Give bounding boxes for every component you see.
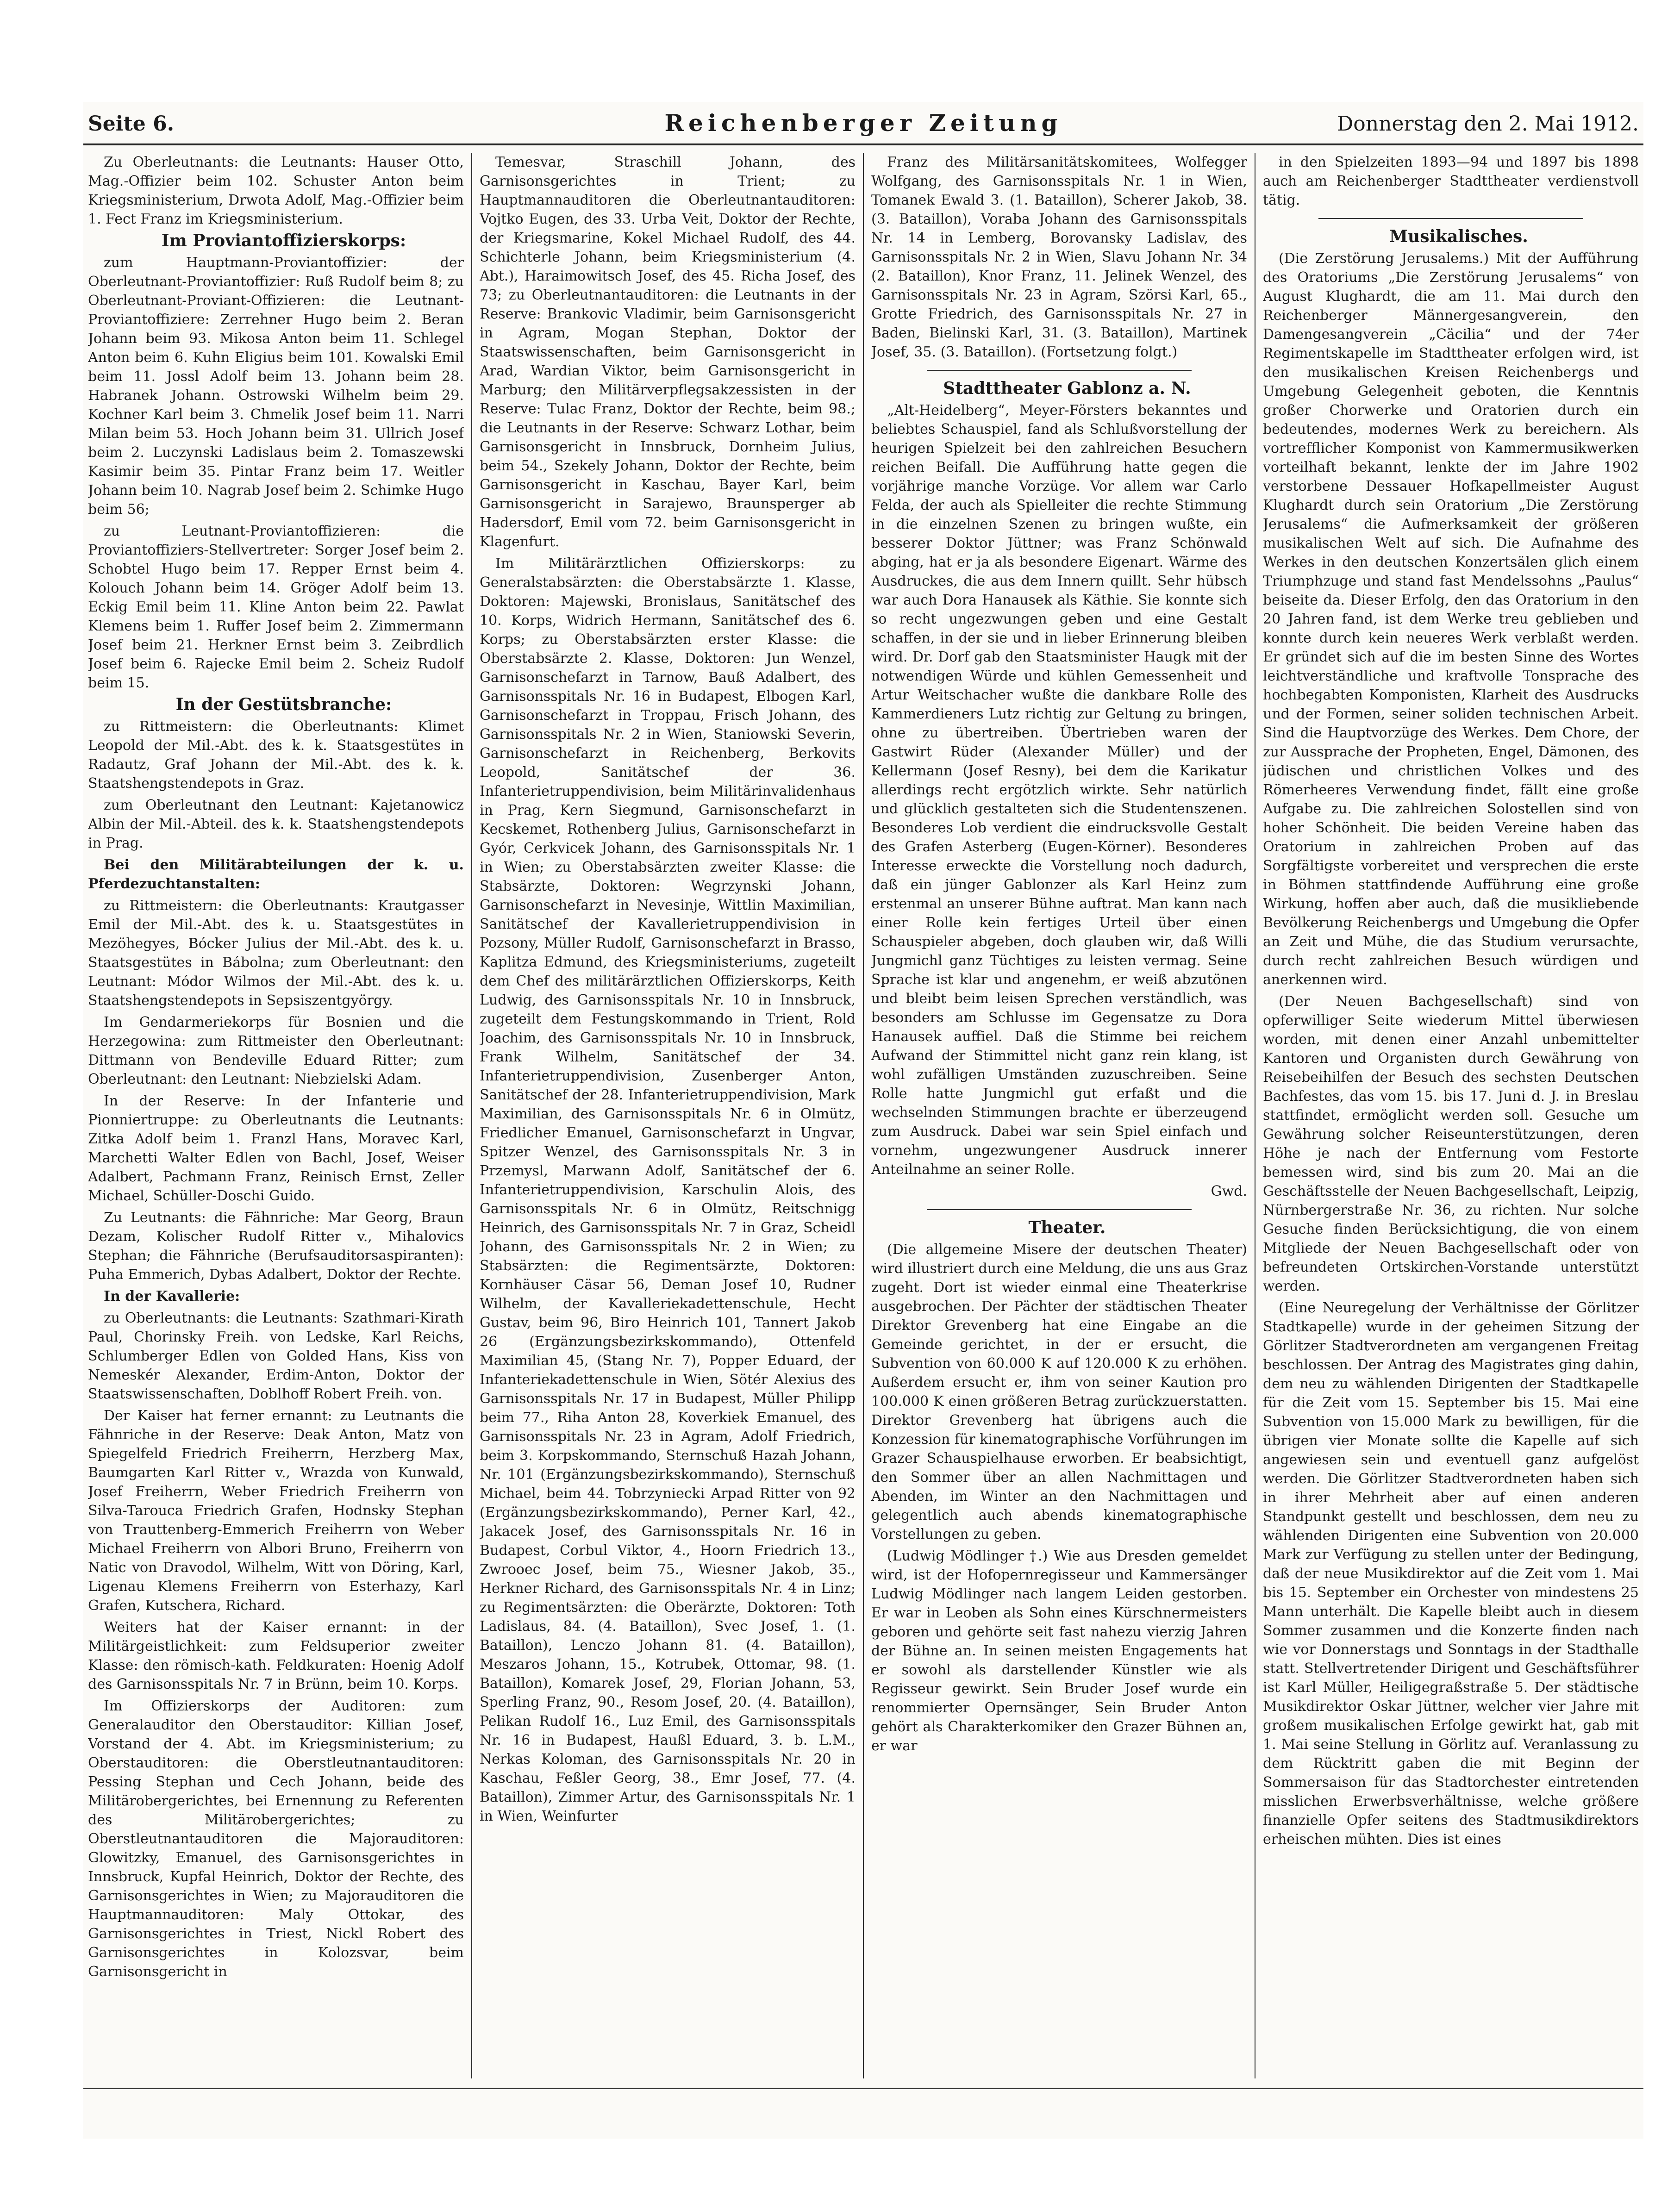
paragraph: Zu Oberleutnants: die Leutnants: Hauser Otto, Mag.-Offizier beim 102. Schuster Anton beim Kriegsministerium, Drwota Adolf, Mag.-Offizier beim 1. Fect Franz im Kriegsministerium. <box>88 154 464 227</box>
paragraph: (Ludwig Mödlinger †.) Wie aus Dresden gemeldet wird, ist der Hofopernregisseur und Kammersänger Ludwig Mödlinger nach langem Leiden gestorben. Er war in Leoben als Sohn eines Kürschnermeisters geboren und gehörte seit fast nahezu vierzig Jahren der Bühne an. In seinen meisten Engagements hat er sowohl als darstellender Künstler wie als Regisseur gewirkt. Sein Bruder Josef wurde ein renommierter Opernsänger, Sein Bruder Anton gehört als Charakterkomiker den Grazer Bühnen an, er war <box>871 1548 1247 1754</box>
paragraph: zu Rittmeistern: die Oberleutnants: Krautgasser Emil der Mil.-Abt. des k. u. Staatsgestütes in Mezöhegyes, Bócker Julius der Mil.-Abt. des k. u. Staatsgestütes in Bábolna; zum Oberleutnant: den Leutnant: Módor Wilmos der Mil.-Abt. des k. u. Staatshengstendepots in Sepsiszentgyörgy. <box>88 898 464 1009</box>
article-heading-theater: Theater. <box>1028 1218 1106 1237</box>
paragraph: (Der Neuen Bachgesellschaft) sind von opferwilliger Seite wiederum Mittel überwiesen worden, mit denen einer Anzahl unbemittelter Kantoren und Organisten durch Gewährung von Reisebeihilfen der Besuch des sechsten Deutschen Bachfestes, das vom 15. bis 17. Juni d. J. in Breslau stattfindet, ermöglicht werden soll. Gesuche um Gewährung solcher Reiseunterstützungen, deren Höhe je nach der Entfernung vom Festorte bemessen wird, sind bis zum 20. Mai an die Geschäftsstelle der Neuen Bachgesellschaft, Leipzig, Nürnbergerstraße Nr. 36, zu richten. Nur solche Gesuche finden Berücksichtigung, die von einem Mitgliede der Neuen Bachgesellschaft oder von befreundeten Ortskirchen-Vorstande unterstützt werden. <box>1263 993 1639 1294</box>
paragraph: In der Reserve: In der Infanterie und Pionniertruppe: zu Oberleutnants die Leutnants: Zitka Adolf beim 1. Franzl Hans, Moravec Karl, Marchetti Walter Edlen von Bachl, Josef, Weiser Adalbert, Pachmann Franz, Reinisch Ernst, Zeller Michael, Schüller-Doschi Guido. <box>88 1093 464 1204</box>
paragraph: (Die allgemeine Misere der deutschen Theater) wird illustriert durch eine Meldung, die uns aus Graz zugeht. Dort ist wieder einmal eine Theaterkrise ausgebrochen. Der Pächter der städtischen Theater Direktor Grevenberg hat eine Eingabe an die Gemeinde gerichtet, in der er ersucht, die Subvention von 60.000 K auf 120.000 K zu erhöhen. Außerdem ersucht er, ihm von seiner Kaution pro 100.000 K einen größeren Betrag zurückzuerstatten. Direktor Grevenberg hat übrigens auch die Konzession für kinematographische Vorführungen im Grazer Schauspielhause erworben. Er beabsichtigt, den Sommer über an allen Nachmittagen und Abenden, im Winter an den Nachmittagen und gelegentlich auch abends kinematographische Vorstellungen zu geben. <box>871 1242 1247 1542</box>
paragraph: Zu Leutnants: die Fähnriche: Mar Georg, Braun Dezam, Kolischer Rudolf Ritter v., Mihalovics Stephan; die Fähnriche (Berufsauditorsaspiranten): Puha Emmerich, Dybas Adalbert, Doktor der Rechte. <box>88 1210 464 1283</box>
paragraph: Im Gendarmeriekorps für Bosnien und die Herzegowina: zum Rittmeister den Oberleutnant: Dittmann von Bendeville Eduard Ritter; zum Oberleutnant: den Leutnant: Niebzielski Adam. <box>88 1014 464 1087</box>
article-heading-music: Musikalisches. <box>1389 227 1528 246</box>
paragraph: Franz des Militärsanitätskomitees, Wolfegger Wolfgang, des Garnisonsspitals Nr. 1 in Wien, Tomanek Ewald 3. (1. Bataillon), Scherer Jakob, 38. (3. Bataillon), Voraba Johann des Garnisonsspitals Nr. 14 in Lemberg, Borovansky Ladislav, des Garnisonsspitals Nr. 2 in Wien, Slavu Johann Nr. 34 (2. Bataillon), Knor Franz, 11. Jelinek Wenzel, des Garnisonsspitals Nr. 23 in Agram, Szörsi Karl, 65., Grotte Friedrich, des Garnisonsspitals Nr. 27 in Baden, Bielinski Karl, 31. (3. Bataillon), Martinek Josef, 35. (3. Bataillon). (Fortsetzung folgt.) <box>871 154 1247 360</box>
column-rule <box>863 153 864 2078</box>
section-heading: Im Proviantoffizierskorps: <box>161 231 406 250</box>
column-1-promotions <box>88 153 464 2078</box>
divider <box>927 1209 1192 1210</box>
paragraph: Der Kaiser hat ferner ernannt: zu Leutnants die Fähnriche in der Reserve: Deak Anton, Matz von Spiegelfeld Friedrich Freiherrn, Herzberg Max, Baumgarten Karl Ritter v., Wrazda von Kunwald, Josef Freiherrn, Weber Friedrich Freiherrn von Silva-Tarouca Friedrich Grafen, Hodnsky Stephan von Trauttenberg-Emmerich Freiherrn von Weber Michael Freiherrn von Albori Bruno, Freiherrn von Natic von Dravodol, Wilhelm, Witt von Döring, Karl, Ligenau Klemens Freiherrn von Esterhazy, Karl Grafen, Kutschera, Richard. <box>88 1408 464 1614</box>
paragraph: zu Leutnant-Proviantoffizieren: die Proviantoffiziers-Stellvertreter: Sorger Josef beim 2. Schobtel Hugo beim 17. Repper Ernst beim 4. Kolouch Johann beim 14. Gröger Adolf beim 13. Eckig Emil beim 11. Kline Anton beim 22. Pawlat Klemens beim 1. Ruffer Josef beim 2. Zimmermann Josef beim 21. Herkner Ernst beim 3. Zeibrdlich Josef beim 6. Rajecke Emil beim 2. Scheiz Rudolf beim 15. <box>88 523 464 691</box>
section-heading: Bei den Militärabteilungen der k. u. Pferdezuchtanstalten: <box>88 857 464 892</box>
paragraph: Im Militärärztlichen Offizierskorps: zu Generalstabsärzten: die Oberstabsärzte 1. Klasse, Doktoren: Majewski, Bronislaus, Sanitätschef des 10. Korps, Widrich Hermann, Sanitätschef des 6. Korps; zu Oberstabsärzten erster Klasse: die Oberstabsärzte 2. Klasse, Doktoren: Jun Wenzel, Garnisonschefarzt in Tarnow, Bauß Adalbert, des Garnisonsspitals Nr. 16 in Budapest, Elbogen Karl, Garnisonschefarzt in Troppau, Frisch Johann, des Garnisonsspitals Nr. 2 in Wien, Staniowski Severin, Garnisonschefarzt in Reichenberg, Berkovits Leopold, Sanitätschef der 36. Infanterietruppendivision, beim Militärinvalidenhaus in Prag, Kern Siegmund, Garnisonschefarzt in Kecskemet, Rothenberg Julius, Garnisonschefarzt in Gyór, Cerkvicek Johann, des Garnisonsspitals Nr. 1 in Wien; zu Oberstabsärzten zweiter Klasse: die Stabsärzte, Doktoren: Wegrzynski Johann, Garnisonschefarzt in Nevesinje, Wittlin Maximilian, Sanitätschef der Kavallerietruppendivision in Pozsony, Müller Rudolf, Garnisonschefarzt in Brasso, Kaplitza Edmund, des Kriegsministeriums, zugeteilt dem Chef des militärärztlichen Offizierskorps, Keith Ludwig, des Garnisonsspitals Nr. 10 in Innsbruck, zugeteilt dem Festungskommando in Trient, Rold Joachim, des Garnisonsspitals Nr. 10 in Innsbruck, Frank Wilhelm, Sanitätschef der 34. Infanterietruppendivision, Zusenberger Anton, Sanitätschef der 28. Infanterietruppendivision, Mark Maximilian, des Garnisonsspitals Nr. 6 in Olmütz, Friedlicher Emanuel, Garnisonschefarzt in Ungvar, Spitzer Wenzel, des Garnisonsspitals Nr. 3 in Przemysl, Marwann Adolf, Sanitätschef der 6. Infanterietruppendivision, Karschulin Alois, des Garnisonsspitals Nr. 6 in Olmütz, Reitschnigg Heinrich, des Garnisonsspitals Nr. 7 in Graz, Scheidl Johann, des Garnisonsspitals Nr. 2 in Wien; zu Stabsärzten: die Regimentsärzte, Doktoren: Kornhäuser Cäsar 56, Deman Josef 10, Rudner Wilhelm, der Kavalleriekadettenschule, Hecht Gustav, beim 96, Biro Heinrich 101, Tannert Jakob 26 (Ergänzungsbezirkskommando), Ottenfeld Maximilian 45, (Stang Nr. 7), Popper Eduard, der Infanteriekadettenschule in Wien, Sötér Alexius des Garnisonsspitals Nr. 17 in Budapest, Müller Philipp beim 77., Riha Anton 28, Koverkiek Emanuel, des Garnisonsspitals Nr. 23 in Agram, Adolf Friedrich, beim 3. Korpskommando, Sternschuß Hazah Johann, Nr. 101 (Ergänzungsbezirkskommando), Sternschuß Michael, beim 44. Tobrzyniecki Arpad Ritter von 92 (Ergänzungsbezirkskommando), Perner Karl, 42., Jakacek Josef, des Garnisonsspitals Nr. 16 in Budapest, Corbul Viktor, 4., Hoorn Friedrich 13., Zwrooec Josef, beim 75., Wiesner Jakob, 35., Herkner Richard, des Garnisonsspitals Nr. 4 in Linz; zu Regimentsärzten: die Oberärzte, Doktoren: Toth Ladislaus, 84. (4. Bataillon), Svec Josef, 1. (1. Bataillon), Lenczo Johann 81. (4. Bataillon), Meszaros Johann, 15., Kotrubek, Ottomar, 98. (1. Bataillon), Komarek Josef, 29, Florian Johann, 53, Sperling Franz, 90., Resom Josef, 20. (4. Bataillon), Pelikan Rudolf 16., Luz Emil, des Garnisonsspitals Nr. 16 in Budapest, Haußl Eduard, 3. b. L.M., Nerkas Koloman, des Garnisonsspitals Nr. 20 in Kaschau, Feßler Georg, 38., Emr Josef, 77. (4. Bataillon), Zimmer Artur, des Garnisonsspitals Nr. 1 in Wien, Weinfurter <box>480 555 856 1824</box>
column-3-theater <box>871 153 1247 2078</box>
newspaper-page <box>83 102 1643 2139</box>
paragraph: Temesvar, Straschill Johann, des Garnisonsgerichtes in Trient; zu Hauptmannauditoren die Oberleutnantauditoren: Vojtko Eugen, des 33. Urba Veit, Doktor der Rechte, der Kriegsmarine, Kokel Michael Rudolf, des 44. Schichterle Johann, beim Kriegsministerium (4. Abt.), Haraimowitsch Josef, des 45. Richa Josef, des 73; zu Oberleutnantauditoren: die Leutnants in der Reserve: Brankovic Vladimir, beim Garnisonsgericht in Agram, Mogan Stephan, Doktor der Staatswissenschaften, beim Garnisonsgericht in Arad, Wardian Viktor, beim Garnisonsgericht in Marburg; den Militärverpflegsakzessisten in der Reserve: Tulac Franz, Doktor der Rechte, beim 98.; die Leutnants in der Reserve: Schwarz Lothar, beim Garnisonsgericht in Innsbruck, Dornheim Julius, beim 54., Szekely Johann, Doktor der Rechte, beim Garnisonsgericht in Kaschau, Bayer Karl, beim Garnisonsgericht in Sarajewo, Braunsperger ab Hadersdorf, Emil vom 72. beim Garnisonsgericht in Klagenfurt. <box>480 154 856 550</box>
page-number: Seite 6. <box>88 112 175 136</box>
author-signature: Gwd. <box>1211 1183 1247 1199</box>
paragraph: zu Rittmeistern: die Oberleutnants: Klimet Leopold der Mil.-Abt. des k. k. Staatsgestütes in Radautz, Graf Johann der Mil.-Abt. des k. k. Staatshengstendepots in Graz. <box>88 718 464 792</box>
bleed-through-footer <box>83 2088 1643 2131</box>
paragraph: zum Hauptmann-Proviantoffizier: der Oberleutnant-Proviantoffizier: Ruß Rudolf beim 8; zu Oberleutnant-Proviant-Offizieren: die Leutnant-Proviantoffiziere: Zerrehner Hugo beim 2. Beran Johann beim 93. Mikosa Anton beim 11. Schlegel Anton beim 6. Kuhn Eligius beim 101. Kowalski Emil beim 11. Jossl Adolf beim 13. Johann beim 28. Habranek Johann. Ostrowski Wilhelm beim 29. Kochner Karl beim 3. Chmelik Josef beim 11. Narri Milan beim 53. Hoch Johann beim 31. Ullrich Josef beim 2. Luczynski Ladislaus beim 2. Tomaszewski Kasimir beim 35. Pintar Franz beim 17. Weitler Johann beim 10. Nagrab Josef beim 2. Schimke Hugo beim 56; <box>88 255 464 518</box>
paragraph: (Eine Neuregelung der Verhältnisse der Görlitzer Stadtkapelle) wurde in der geheimen Sitzung der Görlitzer Stadtverordneten am vergangenen Freitag beschlossen. Der Antrag des Magistrates ging dahin, dem neu zu wählenden Dirigenten der Stadtkapelle für die Zeit vom 15. September bis 15. Mai eine Subvention von 15.000 Mark zu bewilligen, für die übrigen vier Monate sollte die Kapelle auf sich angewiesen sein und eventuell ganz aufgelöst werden. Die Görlitzer Stadtverordneten haben sich in ihrer Mehrheit aber auf einen anderen Standpunkt gestellt und beschlossen, dem neu zu wählenden Dirigenten eine Subvention von 20.000 Mark zur Verfügung zu stellen unter der Bedingung, daß der neue Musikdirektor auf die Zeit vom 1. Mai bis 15. September ein Orchester von mindestens 25 Mann unterhält. Die Kapelle bleibt auch in diesem Sommer zusammen und die Konzerte finden nach wie vor Donnerstags und Sonntags in der Stadthalle statt. Stellvertretender Dirigent und Geschäftsführer ist Karl Müller, Heiligegraßstraße 5. Der städtische Musikdirektor Oskar Jüttner, welcher vier Jahre mit großem musikalischen Erfolge gewirkt hat, gab mit 1. Mai seine Stellung in Görlitz auf. Veranlassung zu dem Rücktritt gaben die mit Beginn der Sommersaison für das Stadtorchester eintretenden misslichen Erwerbsverhältnisse, welche größere finanzielle Opfer seitens des Stadtmusikdirektors erheischen mühten. Dies ist eines <box>1263 1300 1639 1847</box>
divider <box>1318 218 1583 219</box>
paragraph: Im Offizierskorps der Auditoren: zum Generalauditor den Oberstauditor: Killian Josef, Vorstand der 4. Abt. im Kriegsministerium; zu Oberstauditoren: die Oberstleutnantauditoren: Pessing Stephan und Cech Johann, beide des Militärobergerichtes, bei Ernennung zu Referenten des Militärobergerichtes; zu Oberstleutnantauditoren die Majorauditoren: Glowitzky, Emanuel, des Garnisonsgerichtes in Innsbruck, Kupfal Heinrich, Doktor der Rechte, des Garnisonsgerichtes in Wien; zu Majorauditoren die Hauptmannauditoren: Maly Ottokar, des Garnisonsgerichtes in Triest, Nickl Robert des Garnisonsgerichtes in Kolozsvar, beim Garnisonsgericht in <box>88 1698 464 1980</box>
issue-date: Donnerstag den 2. Mai 1912. <box>1337 112 1639 136</box>
paragraph: „Alt-Heidelberg“, Meyer-Försters bekanntes und beliebtes Schauspiel, fand als Schlußvorstellung der heurigen Spielzeit bei den zahlreichen Besuchern reichen Beifall. Die Aufführung hatte gegen die vorjährige manche Vorzüge. Vor allem war Carlo Felda, der auch als Spielleiter die rechte Stimmung in die einzelnen Szenen zu bringen wußte, ein besserer Doktor Jüttner; was Franz Schönwald abging, hat er ja als besondere Eigenart. Wärme des Ausdruckes, die aus dem Innern quillt. Sehr hübsch war auch Dora Hanausek als Käthie. Sie konnte sich so recht ungezwungen geben und eine Gestalt schaffen, in der sie und in lieber Erinnerung bleiben wird. Dr. Dorf gab den Staatsminister Haugk mit der notwendigen Würde und kühlen Gemessenheit und Artur Weitschacher wußte die dankbare Rolle des Kammerdieners Lutz richtig zur Geltung zu bringen, ohne zu übertreiben. Übertrieben waren der Gastwirt Rüder (Alexander Müller) und der Kellermann (Josef Resny), bei dem die Karikatur allerdings recht ergötzlich wirkte. Sehr natürlich und glücklich gestalteten sich die Studentenszenen. Besonderes Lob verdient die eindrucksvolle Gestalt des Grafen Asterberg (Eugen-Körner). Besonderes Interesse erweckte die Vorstellung noch dadurch, daß ein jünger Gablonzer als Karl Heinz zum erstenmal an unserer Bühne auftrat. Man kann nach einer Rolle kein fertiges Urteil über einen Schauspieler abgeben, doch glauben wir, daß Willi Jungmichl ganz Tüchtiges zu leisten vermag. Seine Sprache ist klar und angenehm, er weiß abzutönen und bleibt beim leisen Sprechen verständlich, was besonders am Schlusse im Gegensatze zu Dora Hanausek auffiel. Daß die Stimme bei reichem Aufwand der Stimmittel nicht ganz rein klang, ist wohl zufälligen Umständen zuzuschreiben. Seine Rolle hatte Jungmichl gut erfaßt und die wechselnden Stimmungen brachte er überzeugend zum Ausdruck. Dabei war sein Spiel einfach und vornehm, ungezwungener Ausdruck innerer Anteilnahme an seiner Rolle. <box>871 402 1247 1178</box>
column-rule <box>471 153 472 2078</box>
article-heading-gablonz: Stadttheater Gablonz a. N. <box>943 379 1191 398</box>
paragraph: zum Oberleutnant den Leutnant: Kajetanowicz Albin der Mil.-Abteil. des k. k. Staatshengstendepots in Prag. <box>88 797 464 851</box>
section-heading: In der Kavallerie: <box>104 1288 240 1304</box>
paragraph: (Die Zerstörung Jerusalems.) Mit der Aufführung des Oratoriums „Die Zerstörung Jerusalems“ von August Klughardt, die am 11. Mai durch den Reichenberger Männergesangverein, den Damengesangverein „Cäcilia“ und der 74er Regimentskapelle im Stadttheater erfolgen wird, ist den musikalischen Kreisen Reichenbergs und Umgebung Gelegenheit geboten, die Kenntnis großer Chorwerke und Oratorien durch ein bedeutendes, modernes Werk zu bereichern. Als vortrefflicher Komponist von Kammermusikwerken vorteilhaft bekannt, lenkte der im Jahre 1902 verstorbene Dessauer Hofkapellmeister August Klughardt durch sein Oratorium „Die Zerstörung Jerusalems“ die Aufmerksamkeit der größeren musikalischen Welt auf sich. Die Aufnahme des Werkes in den deutschen Konzertsälen glich einem Triumphzuge und stand fast Mendelssohns „Paulus“ beiseite da. Dieser Erfolg, den das Oratorium in den 20 Jahren fand, ist dem Werke treu geblieben und konnte durch kein neueres Werk verblaßt werden. Er gründet sich auf die im besten Sinne des Wortes leichtverständliche und kraftvolle Tonsprache des hochbegabten Komponisten, Klarheit des Ausdrucks und der Formen, seiner soliden technischen Arbeit. Sind die Hauptvorzüge des Werkes. Dem Chore, der zur Aussprache der Propheten, Engel, Dämonen, des jüdischen und christlichen Volkes und des Römerheeres Verwendung findet, fällt eine große Aufgabe zu. Die zahlreichen Solostellen sind von hoher Schönheit. Die beiden Vereine haben das Oratorium in zahlreichen Proben auf das Sorgfältigste vorbereitet und versprechen die erste in Böhmen stattfindende Aufführung eine große Wirkung, hoffen aber auch, daß die musikliebende Bevölkerung Reichenbergs und Umgebung die Opfer an Zeit und Mühe, die das Studium verursachte, durch recht zahlreichen Besuch würdigen und anerkennen wird. <box>1263 250 1639 988</box>
paragraph: Weiters hat der Kaiser ernannt: in der Militärgeistlichkeit: zum Feldsuperior zweiter Klasse: den römisch-kath. Feldkuraten: Hoenig Adolf des Garnisonsspitals Nr. 7 in Brünn, beim 10. Korps. <box>88 1619 464 1692</box>
columns <box>83 153 1643 2078</box>
page-header <box>83 102 1643 145</box>
divider <box>927 370 1192 371</box>
column-4-music <box>1263 153 1639 2078</box>
column-2-promotions <box>480 153 856 2078</box>
section-heading: In der Gestütsbranche: <box>175 695 392 714</box>
paragraph: in den Spielzeiten 1893—94 und 1897 bis 1898 auch am Reichenberger Stadttheater verdienstvoll tätig. <box>1263 154 1639 208</box>
masthead: Reichenberger Zeitung <box>664 109 1062 137</box>
paragraph: zu Oberleutnants: die Leutnants: Szathmari-Kirath Paul, Chorinsky Freih. von Ledske, Karl Reichs, Schlumberger Edlen von Golded Hans, Kiss von Nemeskér Alexander, Erdim-Anton, Doktor der Staatswissenschaften, Doblhoff Robert Freih. von. <box>88 1310 464 1402</box>
